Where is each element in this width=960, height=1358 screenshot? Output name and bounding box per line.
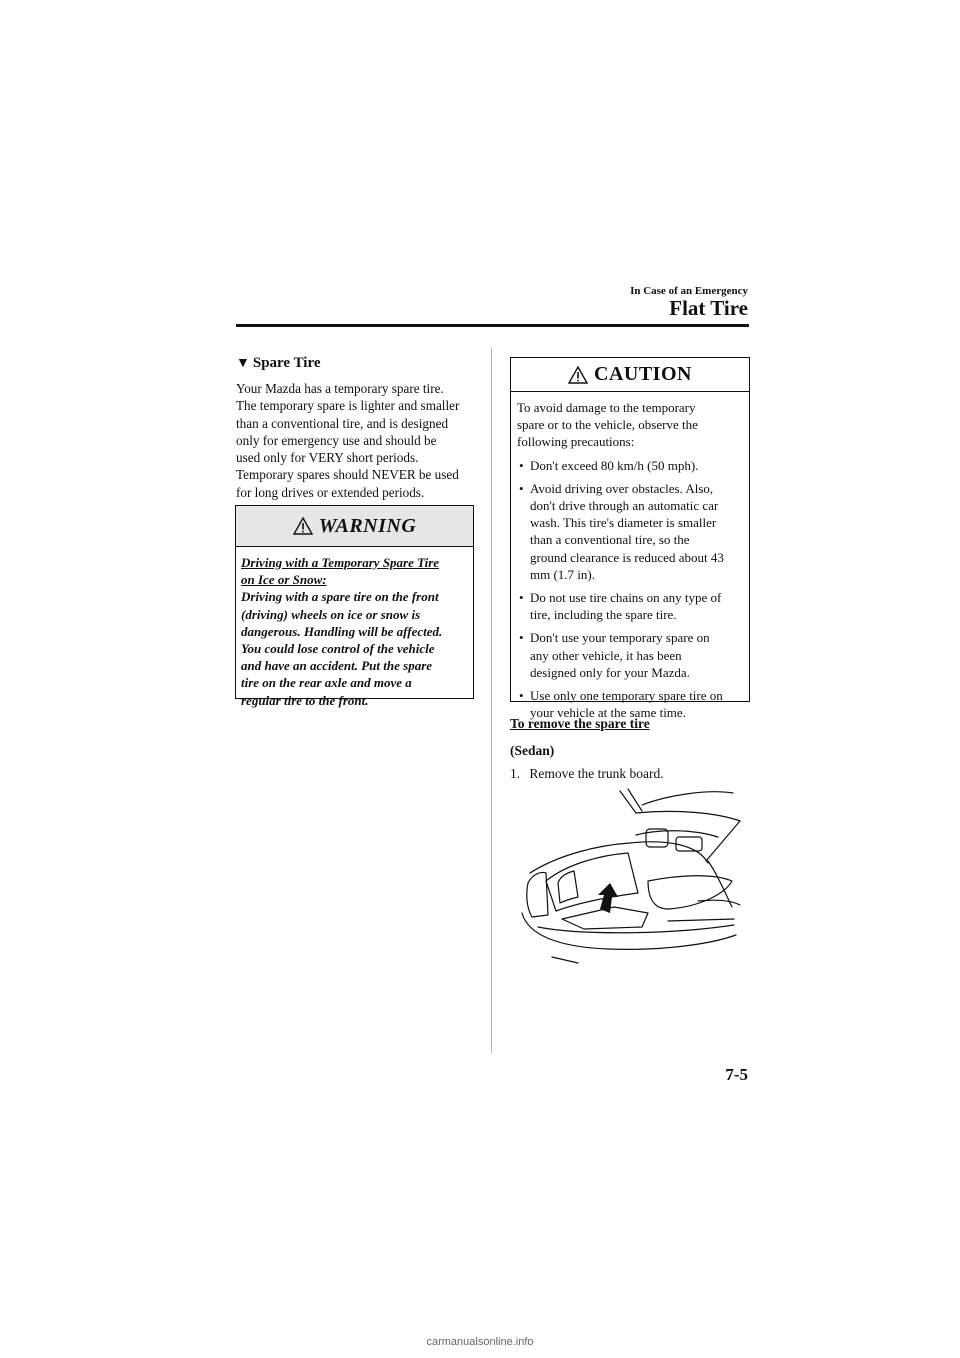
warning-line: and have an accident. Put the spare [241, 658, 433, 674]
caution-box [510, 357, 750, 721]
header-rule [236, 324, 749, 327]
section-title: Flat Tire [669, 296, 748, 320]
step-number: 1. [510, 766, 521, 781]
warning-line: Driving with a spare tire on the front [241, 589, 439, 605]
remove-spare-tire-title: To remove the spare tire [510, 716, 650, 731]
chapter-title: In Case of an Emergency [630, 285, 748, 297]
caution-header [511, 358, 749, 392]
bullet-icon: • [519, 590, 524, 606]
caution-intro-line: following precautions: [517, 434, 635, 450]
paragraph-line: The temporary spare is lighter and smaller [236, 398, 460, 414]
warning-subhead: Driving with a Temporary Spare Tire [241, 555, 440, 570]
paragraph-line: only for emergency use and should be [236, 432, 437, 448]
heading-text: Spare Tire [252, 355, 321, 371]
caution-item-line: Avoid driving over obstacles. Also, [530, 480, 714, 496]
caution-item [517, 457, 743, 474]
warning-box [235, 505, 474, 708]
bullet-icon: • [519, 630, 524, 646]
bullet-icon: • [519, 688, 524, 704]
trunk-board-illustration [518, 785, 748, 970]
paragraph-line: Your Mazda has a temporary spare tire. [236, 381, 444, 396]
warning-triangle-icon [293, 517, 313, 535]
paragraph-line: for long drives or extended periods. [236, 484, 425, 500]
column-divider [491, 348, 492, 1053]
caution-item-line: wash. This tire's diameter is smaller [530, 515, 717, 531]
caution-item-line: designed only for your Mazda. [530, 664, 690, 680]
caution-item-line: Do not use tire chains on any type of [530, 590, 722, 606]
page-number: 7-5 [725, 1065, 748, 1084]
caution-list [517, 457, 743, 722]
warning-line: dangerous. Handling will be affected. [241, 623, 443, 639]
warning-line: You could lose control of the vehicle [241, 641, 435, 657]
paragraph-line: used only for VERY short periods. [236, 450, 419, 466]
triangle-marker-icon: ▼ [236, 355, 250, 371]
caution-item [517, 480, 743, 583]
caution-item-line: your vehicle at the same time. [530, 705, 686, 721]
caution-item-line: mm (1.7 in). [530, 566, 595, 582]
spare-tire-paragraph [236, 380, 476, 501]
step-text: Remove the trunk board. [529, 766, 664, 781]
caution-intro-line: spare or to the vehicle, observe the [517, 417, 698, 433]
caution-item-line: than a conventional tire, so the [530, 532, 690, 548]
footer-watermark[interactable]: carmanualsonline.info [426, 1336, 534, 1348]
warning-subhead: on Ice or Snow: [241, 572, 327, 588]
spare-tire-heading [236, 355, 321, 372]
warning-line: tire on the rear axle and move a [241, 675, 412, 691]
caution-body [511, 392, 749, 721]
warning-label: WARNING [318, 514, 417, 537]
caution-item-line: Don't use your temporary spare on [530, 630, 710, 646]
caution-label: CAUTION [594, 363, 692, 385]
warning-body [236, 547, 473, 709]
caution-item-line: any other vehicle, it has been [530, 647, 682, 663]
warning-header [236, 506, 473, 547]
sedan-label: (Sedan) [510, 743, 555, 758]
paragraph-line: Temporary spares should NEVER be used [236, 467, 459, 483]
step-1 [510, 766, 664, 782]
caution-item [517, 629, 743, 681]
caution-item-line: don't drive through an automatic car [530, 498, 719, 514]
caution-item-line: ground clearance is reduced about 43 [530, 549, 724, 565]
bullet-icon: • [519, 480, 524, 496]
warning-line: (driving) wheels on ice or snow is [241, 606, 421, 622]
caution-triangle-icon [568, 366, 588, 384]
caution-item-line: tire, including the spare tire. [530, 607, 677, 623]
caution-item-line: Use only one temporary spare tire on [530, 688, 723, 704]
warning-line: regular tire to the front. [241, 692, 369, 708]
caution-item [517, 589, 743, 623]
bullet-icon: • [519, 457, 524, 473]
caution-intro-line: To avoid damage to the temporary [517, 400, 696, 415]
caution-item-line: Don't exceed 80 km/h (50 mph). [530, 457, 699, 473]
paragraph-line: than a conventional tire, and is designed [236, 415, 449, 431]
